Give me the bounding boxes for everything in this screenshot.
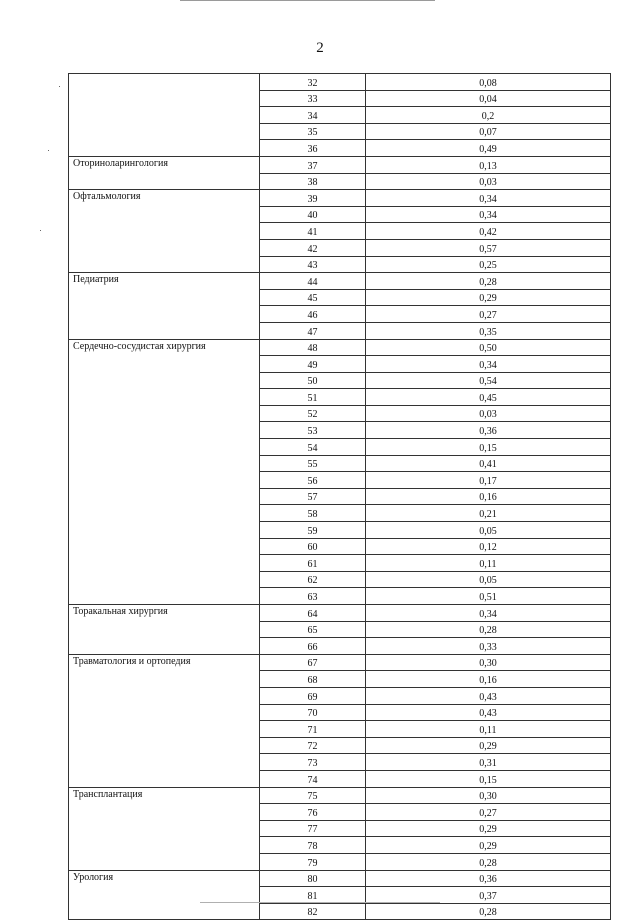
coefficient-cell: 0,51 [366, 588, 611, 605]
group-number-cell: 44 [260, 273, 366, 290]
table-row [69, 787, 611, 804]
coefficient-cell: 0,13 [366, 156, 611, 173]
coefficient-cell: 0,25 [366, 256, 611, 273]
coefficient-cell: 0,29 [366, 737, 611, 754]
group-number-cell: 52 [260, 405, 366, 422]
coefficient-cell: 0,17 [366, 472, 611, 489]
coefficient-cell: 0,15 [366, 439, 611, 456]
coefficient-cell: 0,31 [366, 754, 611, 771]
coefficient-cell: 0,21 [366, 505, 611, 522]
group-number-cell: 49 [260, 356, 366, 373]
specialty-cell: Трансплантация [69, 787, 260, 870]
group-number-cell: 34 [260, 107, 366, 124]
group-number-cell: 65 [260, 621, 366, 638]
table-row [69, 870, 611, 887]
coefficient-cell: 0,16 [366, 671, 611, 688]
group-number-cell: 68 [260, 671, 366, 688]
coefficient-cell: 0,16 [366, 488, 611, 505]
group-number-cell: 69 [260, 687, 366, 704]
scan-edge-top [180, 0, 435, 1]
group-number-cell: 38 [260, 173, 366, 190]
coefficient-cell: 0,34 [366, 190, 611, 207]
scan-speck [59, 86, 60, 87]
coefficient-cell: 0,34 [366, 206, 611, 223]
group-number-cell: 80 [260, 870, 366, 887]
coefficient-cell: 0,43 [366, 704, 611, 721]
group-number-cell: 62 [260, 571, 366, 588]
table-row [69, 339, 611, 356]
group-number-cell: 55 [260, 455, 366, 472]
coefficient-cell: 0,29 [366, 837, 611, 854]
coefficient-cell: 0,45 [366, 389, 611, 406]
group-number-cell: 47 [260, 322, 366, 339]
group-number-cell: 77 [260, 820, 366, 837]
group-number-cell: 82 [260, 903, 366, 920]
group-number-cell: 71 [260, 721, 366, 738]
coefficient-cell: 0,29 [366, 289, 611, 306]
coefficient-cell: 0,27 [366, 306, 611, 323]
coefficient-cell: 0,57 [366, 239, 611, 256]
group-number-cell: 73 [260, 754, 366, 771]
page-number: 2 [316, 40, 324, 56]
group-number-cell: 51 [260, 389, 366, 406]
group-number-cell: 53 [260, 422, 366, 439]
group-number-cell: 48 [260, 339, 366, 356]
coefficient-cell: 0,42 [366, 223, 611, 240]
coefficient-cell: 0,54 [366, 372, 611, 389]
coefficient-cell: 0,37 [366, 887, 611, 904]
coefficient-cell: 0,43 [366, 687, 611, 704]
group-number-cell: 43 [260, 256, 366, 273]
group-number-cell: 56 [260, 472, 366, 489]
table-row [69, 190, 611, 207]
group-number-cell: 58 [260, 505, 366, 522]
specialty-cell [69, 74, 260, 157]
coefficient-cell: 0,29 [366, 820, 611, 837]
group-number-cell: 74 [260, 770, 366, 787]
coefficient-cell: 0,41 [366, 455, 611, 472]
scan-speck [48, 150, 49, 151]
coefficient-cell: 0,28 [366, 853, 611, 870]
group-number-cell: 57 [260, 488, 366, 505]
coefficient-cell: 0,49 [366, 140, 611, 157]
group-number-cell: 75 [260, 787, 366, 804]
specialty-cell: Педиатрия [69, 273, 260, 339]
group-number-cell: 35 [260, 123, 366, 140]
scan-edge-bottom [200, 902, 440, 903]
coefficient-cell: 0,34 [366, 605, 611, 622]
group-number-cell: 63 [260, 588, 366, 605]
group-number-cell: 67 [260, 654, 366, 671]
specialty-cell: Травматология и ортопедия [69, 654, 260, 787]
coefficient-cell: 0,30 [366, 787, 611, 804]
group-number-cell: 40 [260, 206, 366, 223]
group-number-cell: 37 [260, 156, 366, 173]
group-number-cell: 39 [260, 190, 366, 207]
table-row [69, 654, 611, 671]
coefficient-cell: 0,05 [366, 522, 611, 539]
group-number-cell: 72 [260, 737, 366, 754]
group-number-cell: 79 [260, 853, 366, 870]
group-number-cell: 33 [260, 90, 366, 107]
group-number-cell: 46 [260, 306, 366, 323]
group-number-cell: 76 [260, 804, 366, 821]
coefficient-cell: 0,08 [366, 74, 611, 91]
coefficient-cell: 0,05 [366, 571, 611, 588]
coefficient-cell: 0,34 [366, 356, 611, 373]
coefficient-cell: 0,30 [366, 654, 611, 671]
group-number-cell: 59 [260, 522, 366, 539]
specialty-cell: Оториноларингология [69, 156, 260, 189]
coefficients-table [68, 73, 611, 920]
group-number-cell: 45 [260, 289, 366, 306]
group-number-cell: 36 [260, 140, 366, 157]
coefficient-cell: 0,04 [366, 90, 611, 107]
coefficient-cell: 0,12 [366, 538, 611, 555]
coefficient-cell: 0,11 [366, 555, 611, 572]
group-number-cell: 41 [260, 223, 366, 240]
specialty-cell: Офтальмология [69, 190, 260, 273]
coefficient-cell: 0,33 [366, 638, 611, 655]
group-number-cell: 54 [260, 439, 366, 456]
coefficient-cell: 0,07 [366, 123, 611, 140]
coefficient-cell: 0,28 [366, 621, 611, 638]
coefficient-cell: 0,2 [366, 107, 611, 124]
group-number-cell: 61 [260, 555, 366, 572]
coefficient-cell: 0,28 [366, 273, 611, 290]
table-body [69, 74, 611, 920]
table-row [69, 273, 611, 290]
scan-speck [40, 230, 41, 231]
specialty-cell: Торакальная хирургия [69, 605, 260, 655]
table-row [69, 156, 611, 173]
specialty-cell: Урология [69, 870, 260, 920]
specialty-cell: Сердечно-сосудистая хирургия [69, 339, 260, 605]
coefficient-cell: 0,27 [366, 804, 611, 821]
group-number-cell: 81 [260, 887, 366, 904]
coefficient-cell: 0,03 [366, 405, 611, 422]
coefficient-cell: 0,28 [366, 903, 611, 920]
group-number-cell: 60 [260, 538, 366, 555]
group-number-cell: 32 [260, 74, 366, 91]
group-number-cell: 78 [260, 837, 366, 854]
table-row [69, 74, 611, 91]
group-number-cell: 64 [260, 605, 366, 622]
coefficient-cell: 0,15 [366, 770, 611, 787]
group-number-cell: 70 [260, 704, 366, 721]
group-number-cell: 50 [260, 372, 366, 389]
coefficient-cell: 0,03 [366, 173, 611, 190]
coefficient-cell: 0,36 [366, 870, 611, 887]
coefficient-cell: 0,36 [366, 422, 611, 439]
group-number-cell: 42 [260, 239, 366, 256]
group-number-cell: 66 [260, 638, 366, 655]
coefficient-cell: 0,11 [366, 721, 611, 738]
coefficient-cell: 0,35 [366, 322, 611, 339]
table-row [69, 605, 611, 622]
coefficient-cell: 0,50 [366, 339, 611, 356]
